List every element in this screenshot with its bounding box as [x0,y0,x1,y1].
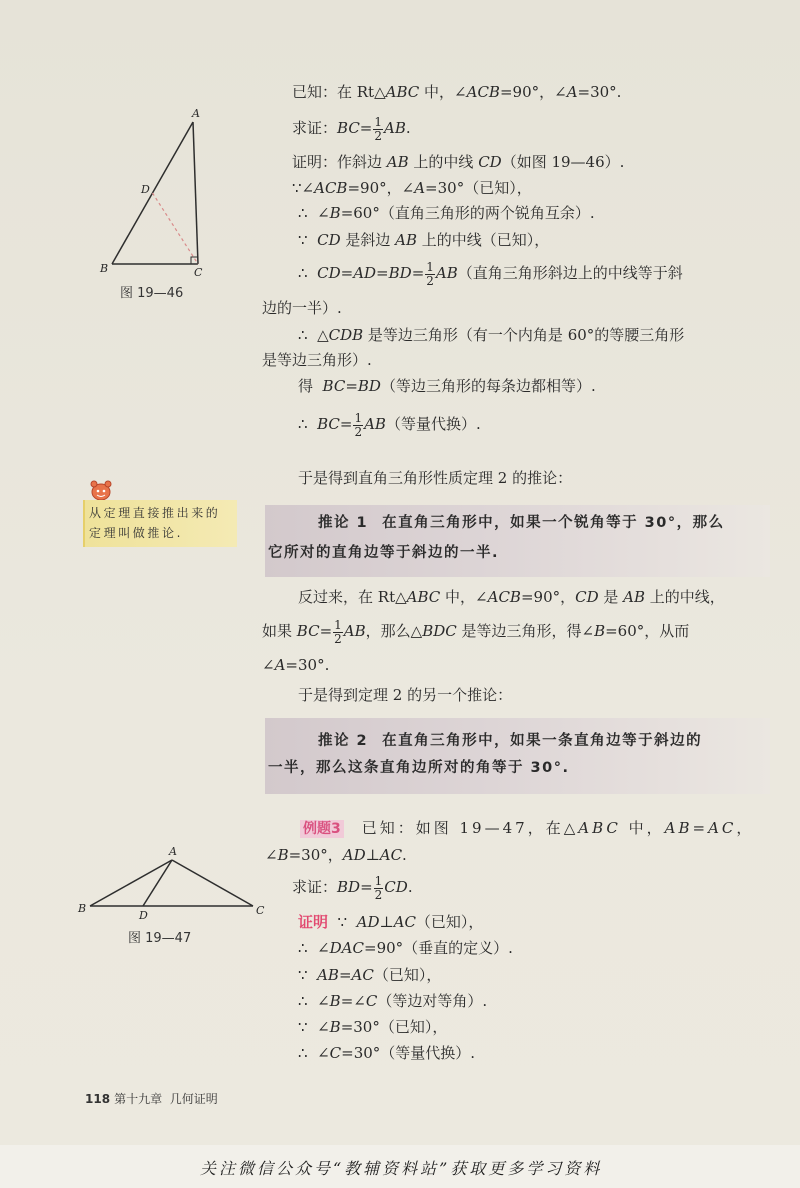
corollary-2-box [265,718,770,794]
proof-step: ∵ CD 是斜边 AB 上的中线（已知）， [298,231,550,249]
fraction-half [353,412,363,439]
numerator: 1 [374,873,383,888]
chapter-label: 第十九章 [114,1092,163,1106]
line-after: AB，那么△BDC 是等边三角形，得∠B=60°，从而 [343,622,690,640]
proof-step: ∴ ∠C=30°（等量代换）. [298,1044,476,1062]
proof-step: ∵ AB=AC（已知）， [298,966,442,984]
paragraph-line [262,617,689,646]
corollary-1-label: 推论 1 [318,515,369,531]
prove-line [292,114,411,143]
given-line: 已知：在 Rt△ABC 中，∠ACB=90°，∠A=30°. [292,83,622,101]
proof-step: ∵∠ACB=90°，∠A=30°（已知）， [292,179,532,197]
example-line: ∠B=30°，AD⊥AC. [265,846,407,864]
corollary-1-line: 它所对的直角边等于斜边的一半. [268,545,500,561]
watermark-text: 关注微信公众号“教辅资料站”获取更多学习资料 [200,1159,603,1178]
side-ac [193,122,198,264]
prove-after: CD. [384,878,413,896]
numerator: 1 [374,114,383,129]
side-ac [172,860,253,906]
step-before: ∴ CD=AD=BD= [298,264,425,282]
label-a: A [192,107,200,120]
paragraph-line: 反过来，在 Rt△ABC 中，∠ACB=90°，CD 是 AB 上的中线， [298,588,725,606]
line-before: 如果 BC= [262,622,333,640]
numerator: 1 [354,410,363,425]
example-3-label: 例题3 [300,820,344,838]
step-before: ∴ BC= [298,415,353,433]
prove-before: 求证：BC= [292,119,373,137]
label-d: D [139,909,148,922]
fraction-half [374,875,384,902]
denominator: 2 [334,631,342,646]
proof-step-continued: 是等边三角形）. [262,351,372,369]
figure-19-47 [75,840,275,922]
corollary-1-text: 在直角三角形中，如果一个锐角等于 30°，那么 [382,515,725,531]
proof-step: ∴ △CDB 是等边三角形（有一个内角是 60°的等腰三角形 [298,326,685,344]
label-a: A [169,845,177,858]
example-prove-line [292,873,413,902]
corollary-2-text: 在直角三角形中，如果一条直角边等于斜边的 [382,733,703,749]
step-after: AB（等量代换）. [364,415,481,433]
figure-caption-19-46: 图 19—46 [120,286,184,301]
paragraph-line: 于是得到直角三角形性质定理 2 的推论： [298,469,573,487]
proof-step [298,912,483,932]
median-cd [153,193,199,264]
segment-ad [143,860,172,906]
side-note [83,500,237,547]
numerator: 1 [334,617,342,632]
label-b: B [78,902,87,915]
mascot-icon [88,478,114,502]
label-b: B [100,262,109,275]
proof-step [298,259,683,288]
paragraph-line: 于是得到定理 2 的另一个推论： [298,686,513,704]
right-angle-mark [191,257,198,264]
proof-step: 证明：作斜边 AB 上的中线 CD（如图 19—46）. [292,153,625,171]
page-footer [85,1090,218,1107]
label-d: D [141,183,150,196]
label-c: C [194,266,203,279]
proof-step: ∵ ∠B=30°（已知）， [298,1018,448,1036]
proof-step [298,410,481,439]
example-3-line [300,818,754,838]
numerator: 1 [426,259,434,274]
corollary-1-line [318,513,725,533]
prove-after: AB. [384,119,411,137]
proof-step: 得 BC=BD（等边三角形的每条边都相等）. [298,377,596,395]
step-after: AB（直角三角形斜边上的中线等于斜 [435,264,683,282]
side-note-line: 从定理直接推出来的 [89,506,221,520]
proof-step-continued: 边的一半）. [262,299,342,317]
denominator: 2 [374,128,383,143]
fraction-half [333,619,343,646]
proof-label: 证明 [298,913,329,931]
example-3-text: 已知：如图 19—47，在△ABC 中，AB=AC， [361,819,755,837]
chapter-title: 几何证明 [169,1092,218,1106]
proof-step: ∴ ∠DAC=90°（垂直的定义）. [298,939,513,957]
denominator: 2 [354,424,363,439]
denominator: 2 [426,273,434,288]
side-note-line: 定理叫做推论. [89,526,184,540]
proof-step-text: ∵ AD⊥AC（已知）， [328,913,484,931]
prove-before: 求证：BD= [292,878,373,896]
side-ab [90,860,172,906]
proof-step: ∴ ∠B=∠C（等边对等角）. [298,992,488,1010]
fraction-half [373,116,383,143]
figure-19-46 [90,100,230,285]
corollary-2-line: 一半，那么这条直角边所对的角等于 30°. [268,760,570,776]
proof-step: ∴ ∠B=60°（直角三角形的两个锐角互余）. [298,204,595,222]
fraction-half [425,261,435,288]
corollary-2-label: 推论 2 [318,733,369,749]
denominator: 2 [374,887,383,902]
page-number: 118 [85,1092,111,1106]
paragraph-line: ∠A=30°. [262,656,330,674]
corollary-2-line [318,731,702,751]
label-c: C [256,904,265,917]
figure-caption-19-47: 图 19—47 [128,931,192,946]
